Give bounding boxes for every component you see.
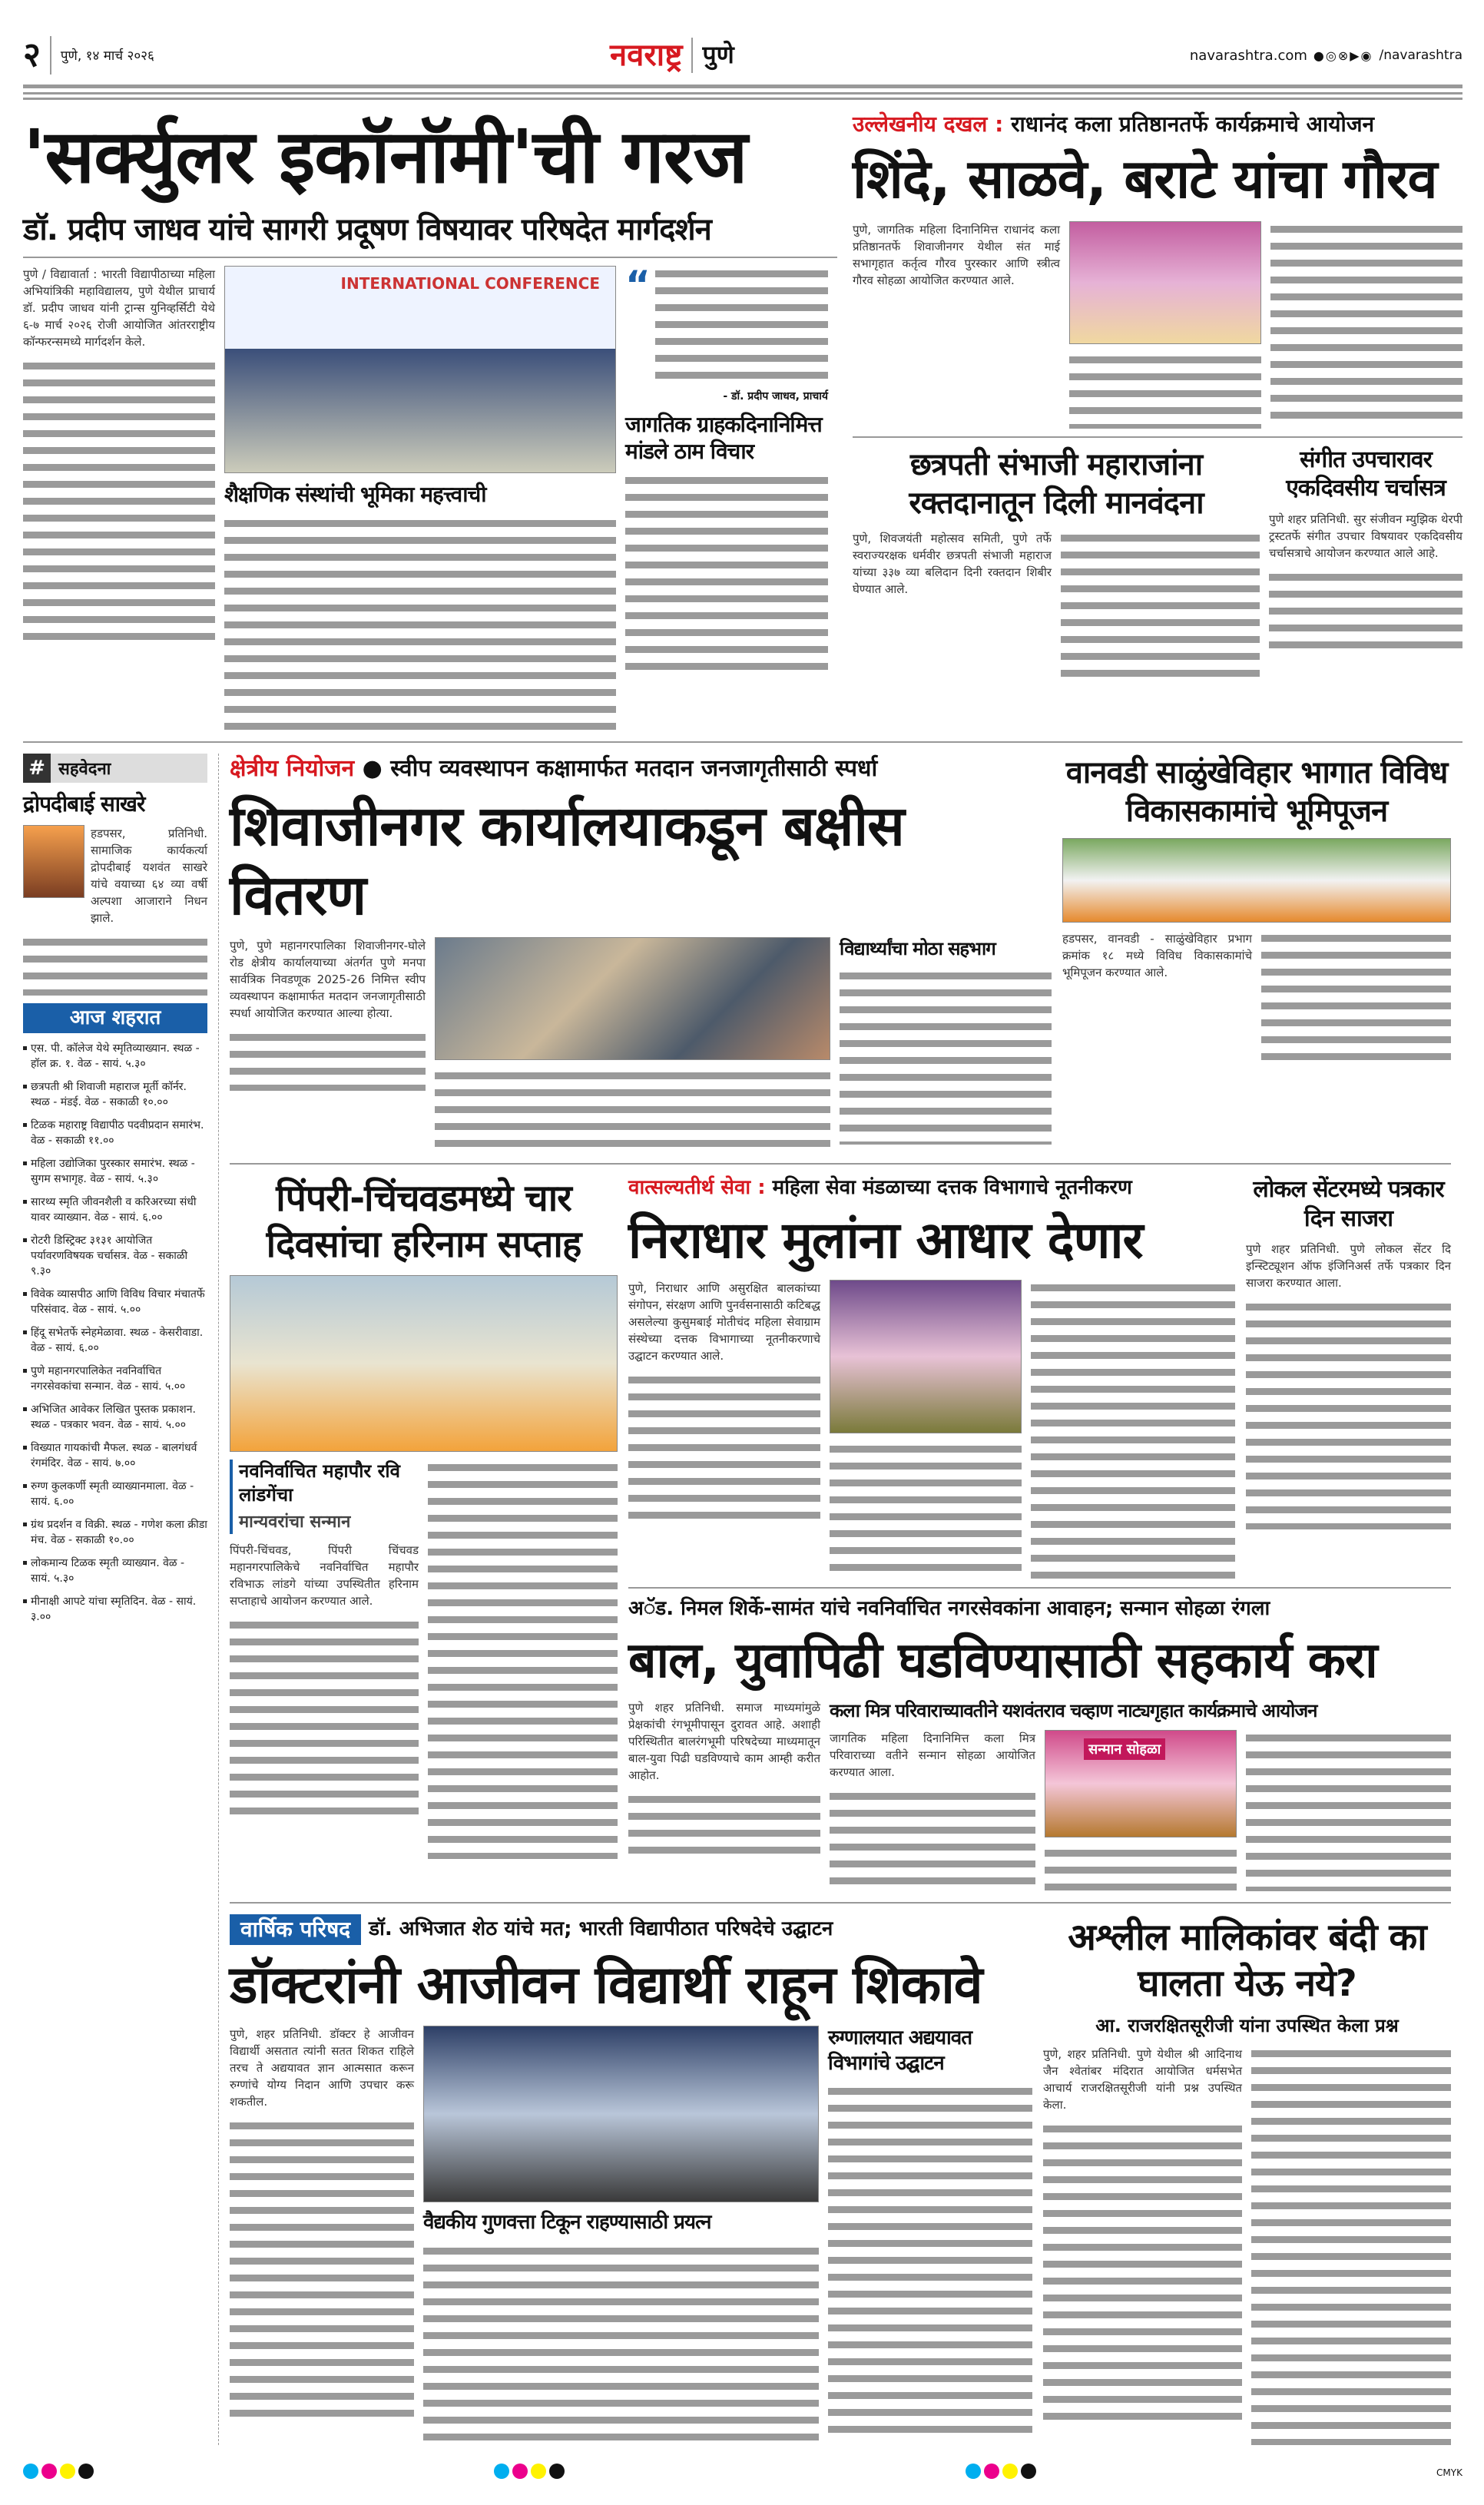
header-rule: [23, 84, 1462, 100]
obituary-photo: [23, 825, 84, 898]
doctors-lead: पुणे, शहर प्रतिनिधी. डॉक्टर हे आजीवन विद्यार्थी असतात त्यांनी सतत शिकत राहिले तरच ते अद्ययावत ज्ञान आत्मसात करून रुग्णांचे योग्य निदान आणि उपचार करू शकतील.: [230, 2027, 414, 2109]
wanwadi-photo: [1062, 838, 1451, 923]
city-event-item: एस. पी. कॉलेज येथे स्मृतिव्याख्यान. स्थळ - हॉल क्र. १. वेळ - सायं. ५.३०: [23, 1041, 207, 1072]
kicker-annual-conf: वार्षिक परिषद डॉ. अभिजात शेठ यांचे मत; भारती विद्यापीठात परिषदेचे उद्घाटन: [230, 1914, 1032, 1945]
doctors-photo: [423, 2026, 819, 2202]
journalist-day-headline: लोकल सेंटरमध्ये पत्रकार दिन साजरा: [1253, 1176, 1444, 1232]
city-event-item: विख्यात गायकांची मैफल. स्थळ - बालगंधर्व रंगमंदिर. वेळ - सायं. ७.००: [23, 1440, 207, 1471]
serials-sub: आ. राजरक्षितसूरीजी यांना उपस्थित केला प्रश्न: [1095, 2015, 1399, 2037]
youth-headline: बाल, युवापिढी घडविण्यासाठी सहकार्य करा: [628, 1632, 1377, 1690]
blood-lead: पुणे, शिवजयंती महोत्सव समिती, पुणे तर्फे स्वराज्यरक्षक धर्मवीर छत्रपती संभाजी महाराज यांच्या ३३७ व्या बलिदान दिनी रक्तदान शिबीर घेण्यात आले.: [853, 531, 1052, 596]
harinam-photo: [230, 1275, 618, 1452]
photo-banner: INTERNATIONAL CONFERENCE: [340, 274, 600, 293]
headline-prize-distribution: शिवाजीनगर कार्यालयाकडून बक्षीस वितरण: [230, 794, 904, 927]
orphan-lead: पुणे, निराधार आणि असुरक्षित बालकांच्या संगोपन, संरक्षण आणि पुनर्वसनासाठी कटिबद्ध असलेल्या कुसुमबाई मोतीचंद महिला सेवाग्राम संस्थेच्या दत्तक विभागाच्या नूतनीकरणाचे उद्घाटन करण्यात आले.: [628, 1281, 820, 1364]
kicker-honor: उल्लेखनीय दखल : राधानंद कला प्रतिष्ठानतर्फे कार्यक्रमाचे आयोजन: [853, 111, 1375, 137]
prize-photo-1: [435, 937, 830, 1060]
youth-lead: पुणे शहर प्रतिनिधी. समाज माध्यमांमुळे प्रेक्षकांची रंगभूमीपासून दुरावत आहे. अशाही परिस्थितीत बालरंगभूमी परिषदेच्या माध्यमातून बाल-युवा पिढी घडविण्याचे काम आम्ही करीत आहोत.: [628, 1701, 820, 1783]
registration-marks: [23, 2464, 97, 2482]
mayor-box: नवनिर्वाचित महापौर रवि लांडगेंचा मान्यवरांचा सन्मान: [230, 1460, 419, 1534]
condolence-tag: # सहवेदना: [23, 754, 207, 783]
orphan-headline: निराधार मुलांना आधार देणार: [628, 1210, 1143, 1270]
city-event-item: टिळक महाराष्ट्र विद्यापीठ पदवीप्रदान समारंभ. वेळ - सकाळी ११.००: [23, 1118, 207, 1148]
city-event-item: सारथ्य स्मृति जीवनशैली व करिअरच्या संधी यावर व्याख्यान. वेळ - सायं. ६.००: [23, 1195, 207, 1225]
city-events-list: [23, 1041, 207, 1632]
city-event-item: रोटरी डिस्ट्रिक्ट ३१३१ आयोजित पर्यावरणविषयक चर्चासत्र. वेळ - सकाळी ९.३०: [23, 1233, 207, 1279]
city-event-item: रुग्ण कुलकर्णी स्मृती व्याख्यानमाला. वेळ - सायं. ६.००: [23, 1479, 207, 1509]
headline-honor: शिंदे, साळवे, बराटे यांचा गौरव: [853, 147, 1437, 211]
kala-mitra-headline: कला मित्र परिवाराच्यावतीने यशवंतराव चव्हाण नाट्यगृहात कार्यक्रमाचे आयोजन: [830, 1700, 1317, 1722]
kala-photo: सन्मान सोहळा: [1045, 1730, 1237, 1837]
kicker-corporators: अॅड. निमल शिर्के-सामंत यांचे नवनिर्वाचित नगरसेवकांना आवाहन; सन्मान सोहळा रंगला: [628, 1597, 1270, 1621]
masthead: [23, 31, 1462, 80]
quote-author: - डॉ. प्रदीप जाधव, प्राचार्य: [723, 390, 828, 403]
obituary-name: द्रोपदीबाई साखरे: [23, 791, 145, 817]
sweep-box-title: विद्यार्थ्यांचा मोठा सहभाग: [840, 938, 995, 959]
box-title: शैक्षणिक संस्थांची भूमिका महत्त्वाची: [224, 482, 486, 507]
honor-photo: [1069, 221, 1261, 344]
orphan-photo: [830, 1280, 1022, 1433]
kicker-orphan: वात्सल्यतीर्थ सेवा : महिला सेवा मंडळाच्या दत्तक विभागाचे नूतनीकरण: [628, 1176, 1132, 1199]
city-event-item: ग्रंथ प्रदर्शन व विक्री. स्थळ - गणेश कला क्रीडा मंच. वेळ - सकाळी १०.००: [23, 1517, 207, 1548]
city-event-item: लोकमान्य टिळक स्मृती व्याख्यान. वेळ - सायं. ५.३०: [23, 1556, 207, 1586]
music-lead: पुणे शहर प्रतिनिधी. सुर संजीवन म्युझिक थेरपी ट्रस्टतर्फे संगीत उपचार विषयावर एकदिवसीय चर्चासत्राचे आयोजन करण्यात आले आहे.: [1269, 512, 1462, 560]
subheadline: डॉ. प्रदीप जाधव यांचे सागरी प्रदूषण विषयावर परिषदेत मार्गदर्शन: [23, 212, 711, 247]
city-event-item: अभिजित आवेकर लिखित पुस्तक प्रकाशन. स्थळ - पत्रकार भवन. वेळ - सायं. ५.००: [23, 1402, 207, 1433]
music-therapy-headline: संगीत उपचारावर एकदिवसीय चर्चासत्र: [1286, 446, 1446, 502]
city-event-item: पुणे महानगरपालिकेत नवनिर्वाचित नगरसेवकांचा सन्मान. वेळ - सायं. ५.००: [23, 1364, 207, 1394]
social-handle: /navarashtra: [1379, 48, 1462, 63]
city-event-item: विवेक व्यासपीठ आणि विविध विचार मंचातर्फे परिसंवाद. वेळ - सायं. ५.००: [23, 1287, 207, 1317]
conference-photo: [224, 266, 616, 473]
story-lead: पुणे / विद्यावार्ता : भारती विद्यापीठाच्या महिला अभियांत्रिकी महाविद्यालय, पुणे येथील प्राचार्य डॉ. प्रदीप जाधव यांनी ट्रान्स युनिव्हर्सिटी येथे ६-७ मार्च २०२६ रोजी आयोजित आंतरराष्ट्रीय कॉन्फरन्समध्ये मार्गदर्शन केले.: [23, 267, 215, 349]
city-event-item: महिला उद्योजिका पुरस्कार समारंभ. स्थळ - सुगम सभागृह. वेळ - सायं. ५.३०: [23, 1156, 207, 1187]
city-event-item: छत्रपती श्री शिवाजी महाराज मूर्ती कॉर्नर. स्थळ - मंडई. वेळ - सकाळी १०.००: [23, 1079, 207, 1110]
kicker-sweep: क्षेत्रीय नियोजन ● स्वीप व्यवस्थापन कक्षामार्फत मतदान जनजागृतीसाठी स्पर्धा: [230, 755, 878, 782]
serials-lead: पुणे, शहर प्रतिनिधी. पुणे येथील श्री आदिनाथ जैन श्वेतांबर मंदिरात आयोजित धर्मसभेत आचार्य राजरक्षितसूरीजी यांनी प्रश्न उपस्थित केला.: [1043, 2047, 1242, 2112]
doctors-headline: डॉक्टरांनी आजीवन विद्यार्थी राहून शिकावे: [230, 1955, 982, 2016]
city-event-item: मीनाक्षी आपटे यांचा स्मृतिदिन. वेळ - सायं. ३.००: [23, 1594, 207, 1625]
kala-lead: जागतिक महिला दिनानिमित्त कला मित्र परिवाराच्या वतीने सन्मान सोहळा आयोजित करण्यात आला.: [830, 1731, 1035, 1780]
blood-donation-headline: छत्रपती संभाजी महाराजांना रक्तदानातून दिली मानवंदना: [909, 446, 1204, 521]
consumer-day-headline: जागतिक ग्राहकदिनानिमित्त मांडले ठाम विचार: [625, 412, 822, 464]
cmyk-label: CMYK: [1436, 2467, 1462, 2479]
obituary-text: हडपसर, प्रतिनिधी. सामाजिक कार्यकर्त्या द्रोपदीबाई यशवंत साखरे यांचे वयाच्या ६४ व्या वर्षी अल्पशा आजाराने निधन झाले.: [91, 827, 207, 925]
city-today-title: आज शहरात: [23, 1003, 207, 1033]
sweep-lead: पुणे, पुणे महानगरपालिका शिवाजीनगर-घोले रोड क्षेत्रीय कार्यालयाच्या अंतर्गत पुणे मनपा सार्वत्रिक निवडणूक 2025-26 निमित्त स्वीप व्यवस्थापन कक्षामार्फत मतदान जनजागृतीसाठी स्पर्धा आयोजित करण्यात आल्या होत्या.: [230, 939, 426, 1020]
quality-box-title: वैद्यकीय गुणवत्ता टिकून राहण्यासाठी प्रयत्न: [423, 2211, 711, 2235]
honor-lead: पुणे, जागतिक महिला दिनानिमित्त राधानंद कला प्रतिष्ठानतर्फे शिवाजीनगर येथील संत माई सभागृहात कर्तृत्व गौरव पुरस्कार आणि स्त्रीत्व गौरव सोहळा आयोजित करण्यात आले.: [853, 222, 1060, 287]
harinam-lead: पिंपरी-चिंचवड, पिंपरी चिंचवड महानगरपालिकेचे नवनिर्वाचित महापौर रविभाऊ लांडगे यांच्या उपस्थितीत हरिनाम सप्ताहाचे आयोजन करण्यात आले.: [230, 1542, 419, 1608]
social-icons[interactable]: ●◎⊗▶◉: [1313, 48, 1373, 63]
page-number: २: [23, 35, 41, 75]
harinam-headline: पिंपरी-चिंचवडमध्ये चार दिवसांचा हरिनाम सप्ताह: [266, 1177, 581, 1266]
masthead-logo: नवराष्ट्र: [609, 38, 683, 73]
serials-ban-headline: अश्लील मालिकांवर बंदी का घालता येऊ नये?: [1068, 1916, 1426, 2006]
dept-inauguration-title: रुग्णालयात अद्ययावत विभागांचे उद्घाटन: [828, 2026, 972, 2075]
city-event-item: हिंदू सभेतर्फे स्नेहमेळावा. स्थळ - केसरीवाडा. वेळ - सायं. ६.००: [23, 1325, 207, 1356]
wanwadi-headline: वानवडी साळुंखेविहार भागात विविध विकासकामांचे भूमिपूजन: [1065, 755, 1448, 829]
journalist-lead: पुणे शहर प्रतिनिधी. पुणे लोकल सेंटर दि इन्स्टिट्यूशन ऑफ इंजिनिअर्स तर्फे पत्रकार दिन साजरा करण्यात आला.: [1246, 1242, 1451, 1290]
site-link[interactable]: navarashtra.com: [1189, 47, 1307, 64]
dateline: पुणे, १४ मार्च २०२६: [60, 48, 154, 65]
quote-mark-icon: “: [625, 263, 651, 307]
headline-circular-economy: 'सर्क्युलर इकॉनॉमी'ची गरज: [23, 114, 747, 200]
edition-name: पुणे: [702, 40, 734, 70]
wanwadi-lead: हडपसर, वानवडी - साळुंखेविहार प्रभाग क्रमांक १८ मध्ये विविध विकासकामांचे भूमिपूजन करण्यात आले.: [1062, 932, 1252, 979]
